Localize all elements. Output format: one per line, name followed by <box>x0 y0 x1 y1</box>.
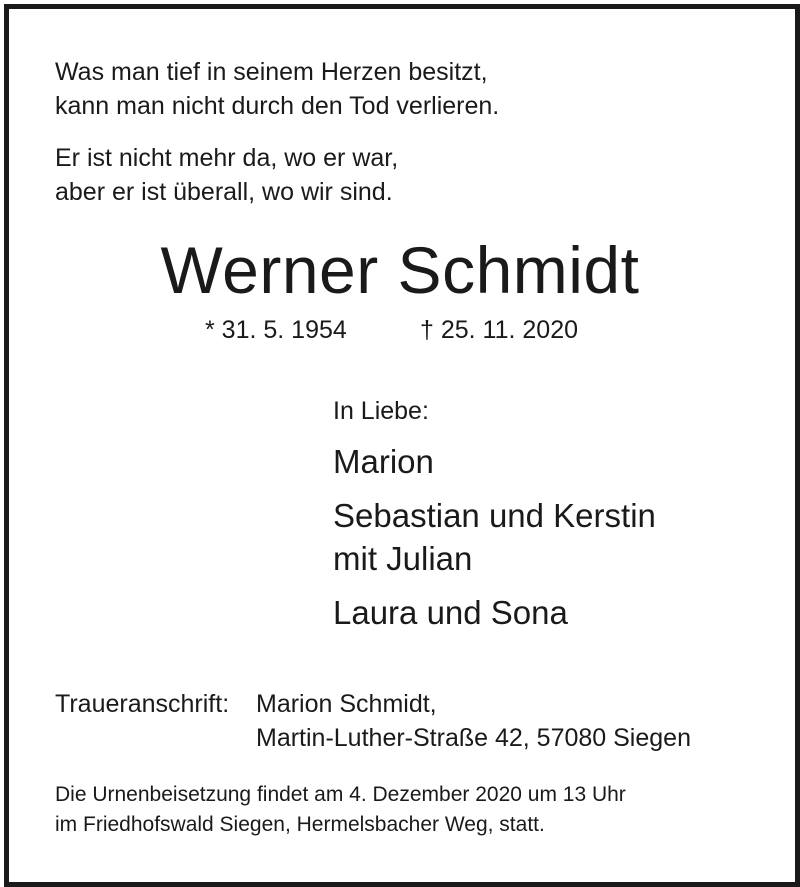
quote-line: Er ist nicht mehr da, wo er war, <box>55 144 399 172</box>
mourner-name: Marion <box>333 443 434 480</box>
address-line: Martin-Luther-Straße 42, 57080 Siegen <box>256 724 691 752</box>
mourner-name: Laura und Sona <box>333 594 568 631</box>
quote-line: kann man nicht durch den Tod verlieren. <box>55 92 500 120</box>
mourners-intro: In Liebe: <box>333 397 429 425</box>
birth-date: * 31. 5. 1954 <box>205 316 347 344</box>
mourner-name: mit Julian <box>333 540 473 577</box>
address-label: Traueranschrift: <box>55 690 230 718</box>
notice-line: im Friedhofswald Siegen, Hermelsbacher Weg, statt. <box>55 813 545 836</box>
notice-line: Die Urnenbeisetzung findet am 4. Dezember 2020 um 13 Uhr <box>55 783 626 806</box>
deceased-name: Werner Schmidt <box>160 233 640 307</box>
death-date: † 25. 11. 2020 <box>420 316 579 344</box>
quote-line: aber er ist überall, wo wir sind. <box>55 178 393 206</box>
mourner-name: Sebastian und Kerstin <box>333 497 656 534</box>
quote-line: Was man tief in seinem Herzen besitzt, <box>55 58 488 86</box>
address-line: Marion Schmidt, <box>256 690 437 718</box>
